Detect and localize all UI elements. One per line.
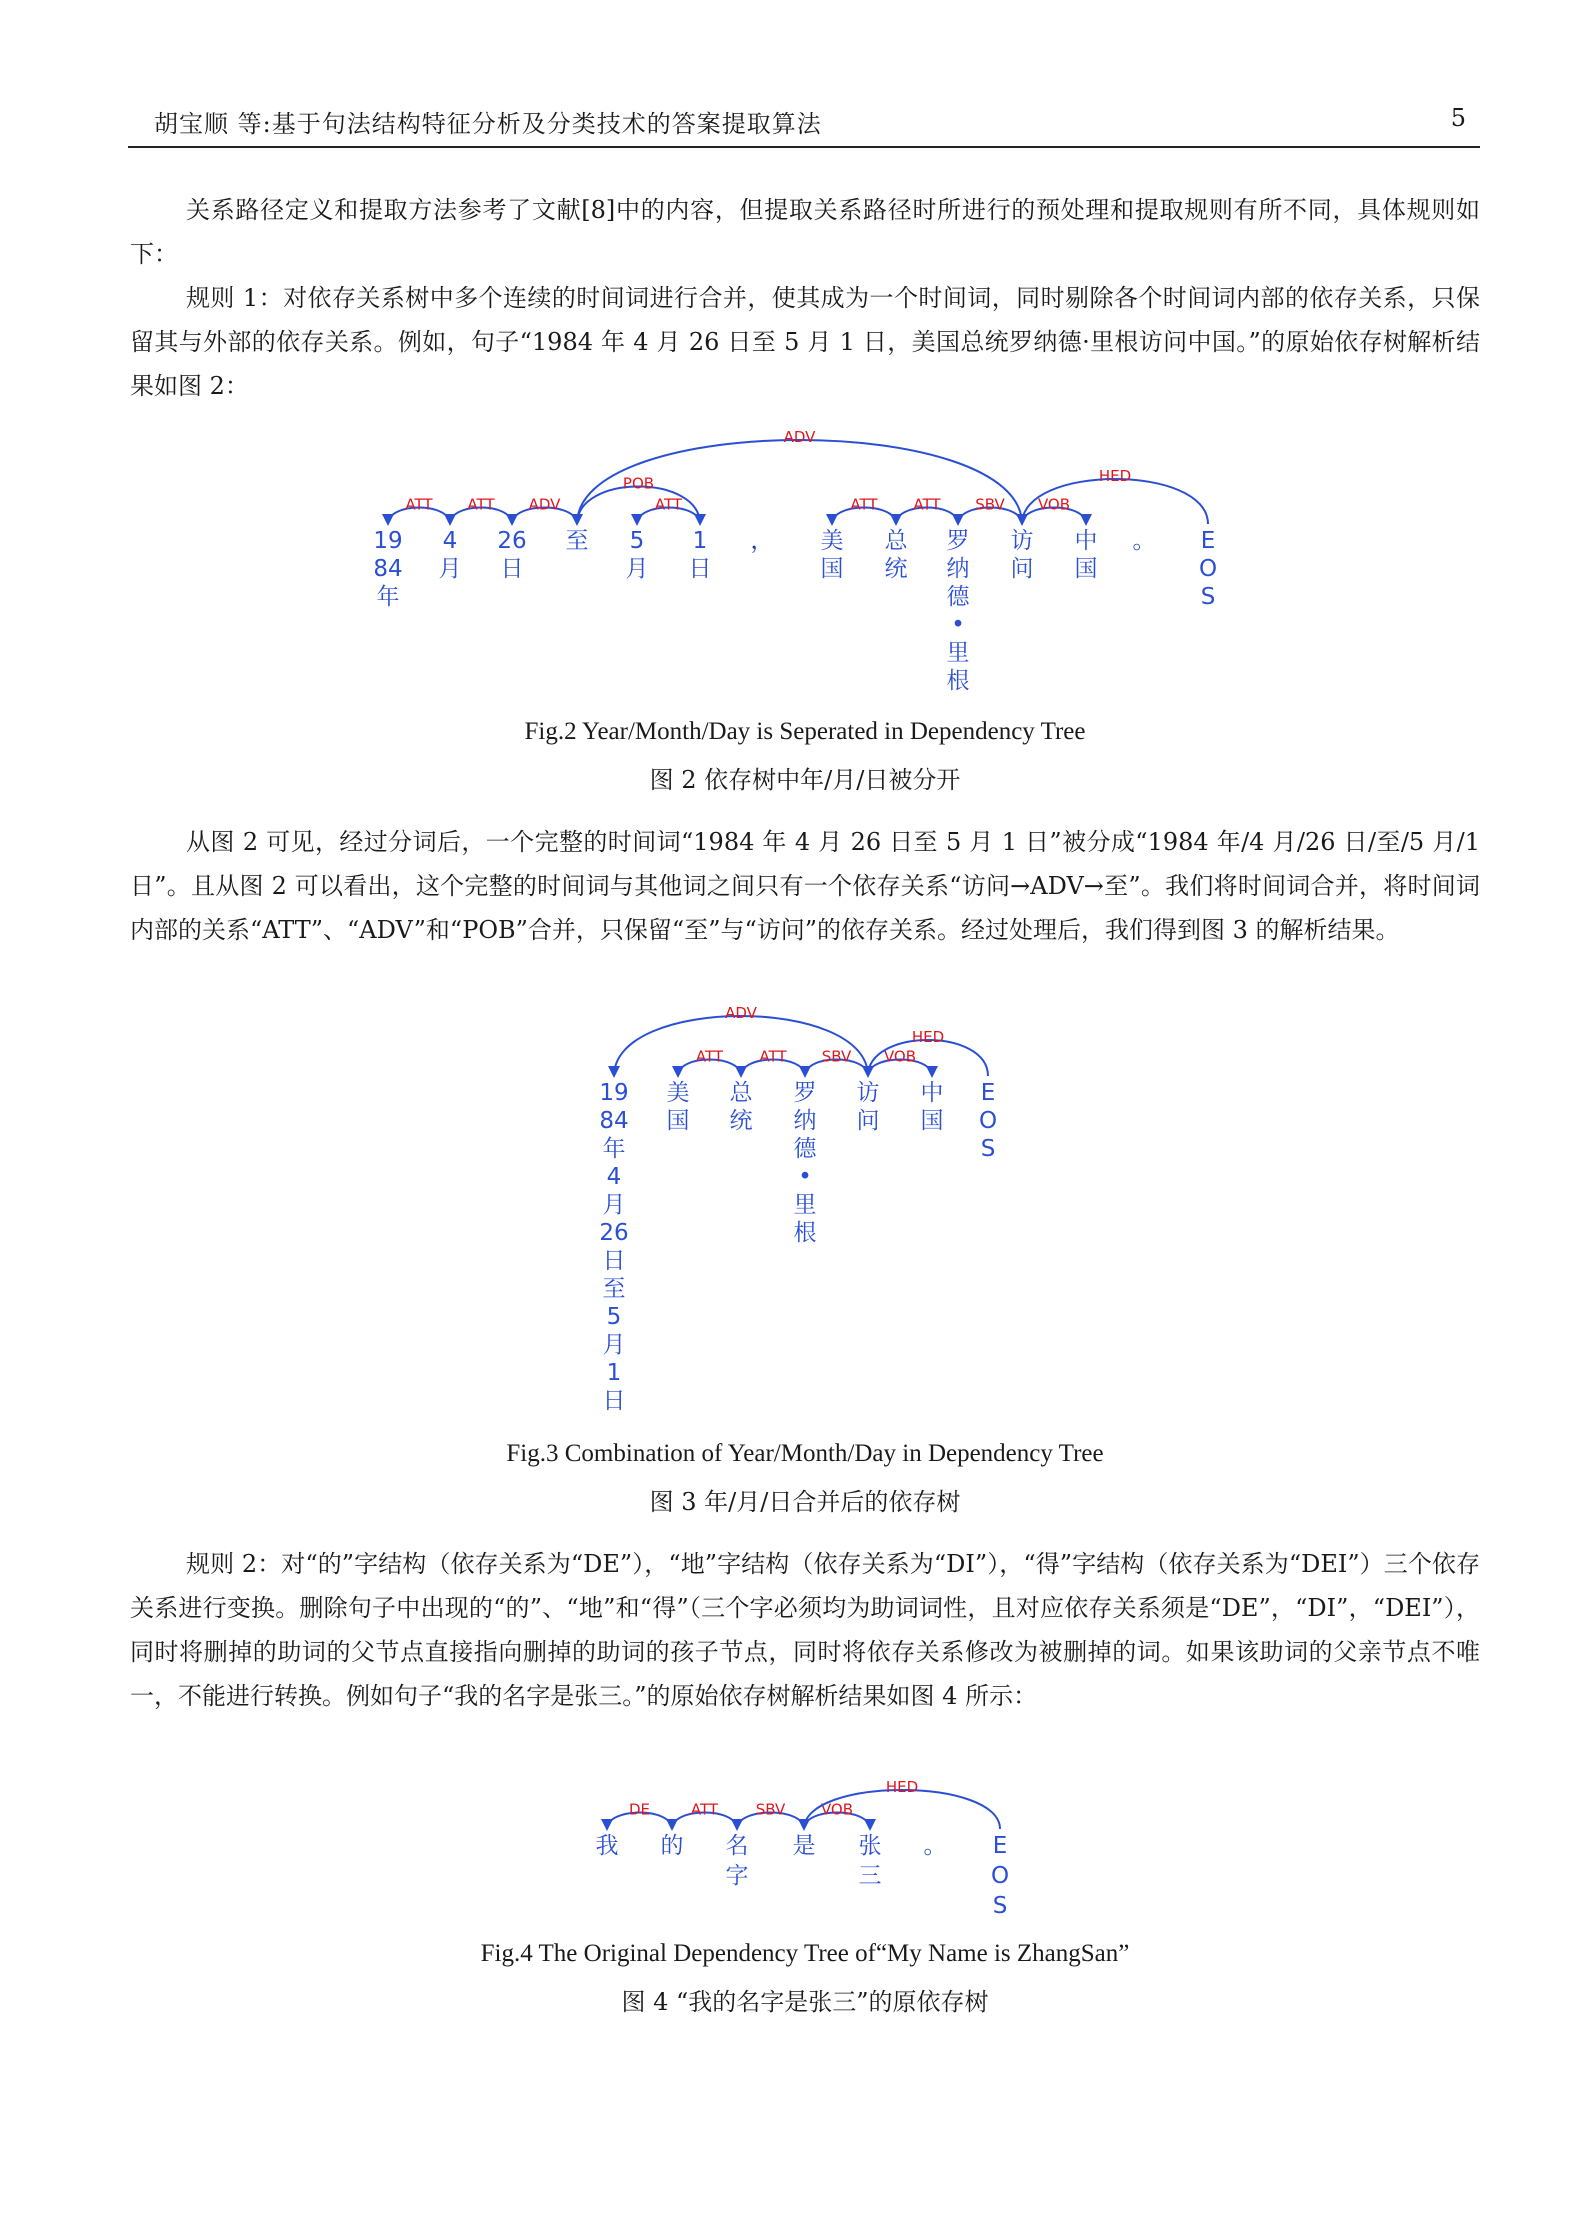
word-0-line-10: 1 (606, 1360, 622, 1386)
word-13-line-1: O (1198, 556, 1218, 582)
word-3-line-3: • (798, 1164, 812, 1190)
word-9-line-4: 里 (946, 640, 970, 666)
word-6-line-0: E (980, 1080, 996, 1106)
word-0-line-4: 月 (602, 1192, 626, 1218)
arrowhead-10 (1016, 514, 1028, 526)
word-2-line-0: 总 (729, 1080, 753, 1106)
word-0-line-7: 至 (602, 1276, 626, 1302)
word-1-line-1: 月 (438, 556, 462, 582)
word-4-line-0: 张 (858, 1833, 882, 1859)
word-2-line-1: 字 (725, 1863, 749, 1889)
word-3-line-0: 至 (565, 528, 589, 554)
arc-label-4: HED (885, 1778, 919, 1796)
word-1-line-0: 的 (660, 1833, 684, 1859)
arc-label-1: ATT (467, 495, 495, 514)
word-0-line-1: 84 (599, 1108, 629, 1134)
word-3-line-2: 德 (793, 1136, 817, 1162)
figure-3-caption-en: Fig.3 Combination of Year/Month/Day in Dependency Tree (506, 1440, 1104, 1467)
word-2-line-1: 日 (500, 556, 524, 582)
figure-2-caption-zh: 图 2 依存树中年/月/日被分开 (649, 766, 961, 794)
word-9-line-1: 纳 (946, 556, 970, 582)
word-12-line-0: 。 (1132, 528, 1156, 554)
figure-3-caption-zh: 图 3 年/月/日合并后的依存树 (649, 1488, 961, 1516)
arrowhead-0 (608, 1066, 620, 1078)
word-0-line-5: 26 (599, 1220, 629, 1246)
figure-4-caption-zh: 图 4 “我的名字是张三”的原依存树 (621, 1988, 989, 2016)
arc-label-0: ADV (725, 1004, 757, 1022)
arrowhead-1 (444, 514, 456, 526)
word-8-line-1: 统 (884, 556, 908, 582)
arrowhead-0 (382, 514, 394, 526)
word-0-line-8: 5 (606, 1304, 622, 1330)
arc-label-0: DE (628, 1800, 651, 1819)
arrowhead-4 (798, 1819, 810, 1831)
word-2-line-0: 26 (497, 528, 527, 554)
arc-label-10: HED (1098, 467, 1132, 485)
arrowhead-3 (799, 1066, 811, 1078)
word-5-line-1: 日 (688, 556, 712, 582)
word-11-line-1: 国 (1074, 556, 1098, 582)
arrowhead-1 (666, 1819, 678, 1831)
arrowhead-1 (672, 1066, 684, 1078)
word-6-line-0: ， (750, 528, 774, 554)
paragraph-rule-1: 规则 1：对依存关系树中多个连续的时间词进行合并，使其成为一个时间词，同时剔除各个时间词内部的依存关系，只保留其与外部的依存关系。例如，句子“1984 年 4 月 26 日至 5 月 1 日，美国总统罗纳德·里根访问中国。”的原始依存树解析结果如图 2： (130, 284, 1480, 400)
figure-3-dependency-tree (0, 990, 1584, 1430)
word-4-line-1: 月 (625, 556, 649, 582)
arrowhead-0 (601, 1819, 613, 1831)
word-7-line-0: 美 (820, 528, 844, 554)
paragraph-intro: 关系路径定义和提取方法参考了文献[8]中的内容，但提取关系路径时所进行的预处理和提取规则有所不同，具体规则如下： (130, 196, 1480, 268)
arrowhead-7 (890, 514, 902, 526)
word-0-line-6: 日 (602, 1248, 626, 1274)
word-0-line-0: 19 (599, 1080, 629, 1106)
word-7-line-1: 国 (820, 556, 844, 582)
word-6-line-1: O (990, 1863, 1010, 1889)
arc-label-3: VOB (820, 1800, 854, 1819)
word-4-line-1: 问 (856, 1108, 880, 1134)
word-9-line-3: • (951, 612, 965, 638)
figure-4-dependency-tree (0, 1745, 1584, 1925)
arc-label-4: ATT (654, 495, 683, 514)
word-2-line-1: 统 (729, 1108, 753, 1134)
word-5-line-1: 国 (920, 1108, 944, 1134)
word-3-line-0: 是 (792, 1833, 816, 1859)
word-5-line-0: 中 (920, 1080, 944, 1106)
arc-label-6: ATT (850, 495, 878, 514)
arrowhead-5 (571, 514, 583, 526)
running-title: 胡宝顺 等:基于句法结构特征分析及分类技术的答案提取算法 (154, 110, 822, 138)
word-1-line-1: 国 (666, 1108, 690, 1134)
word-4-line-0: 5 (629, 528, 645, 554)
word-2-line-0: 名 (725, 1833, 749, 1859)
arrowhead-3 (864, 1819, 876, 1831)
arc-label-0: ATT (405, 495, 433, 514)
word-6-line-1: O (978, 1108, 998, 1134)
word-4-line-0: 访 (856, 1080, 880, 1106)
arc-label-9: VOB (1037, 495, 1071, 514)
paragraph-fig2-analysis: 从图 2 可见，经过分词后，一个完整的时间词“1984 年 4 月 26 日至 5 月 1 日”被分成“1984 年/4 月/26 日/至/5 月/1 日”。且从图 2 可以看出，这个完整的时间词与其他词之间只有一个依存关系“访问→ADV→至”。我们将时间词合并，将时间词内部的关系“ATT”、“ADV”和“POB”合并，只保留“至”与“访问”的依存关系。经过处理后，我们得到图 3 的解析结果。 (130, 828, 1480, 944)
arrowhead-2 (731, 1819, 743, 1831)
figure-4-caption-en: Fig.4 The Original Dependency Tree of“My Name is ZhangSan” (480, 1940, 1130, 1967)
word-8-line-0: 总 (884, 528, 908, 554)
word-6-line-2: S (992, 1893, 1008, 1919)
arc-label-1: ATT (695, 1047, 724, 1066)
word-4-line-1: 三 (858, 1863, 882, 1889)
word-9-line-2: 德 (946, 584, 970, 610)
arrowhead-5 (862, 1066, 874, 1078)
word-1-line-0: 4 (442, 528, 458, 554)
word-0-line-2: 年 (376, 584, 400, 610)
arc-label-2: SBV (755, 1800, 786, 1819)
word-13-line-0: E (1200, 528, 1216, 554)
word-9-line-0: 罗 (946, 528, 970, 554)
page-number: 5 (1450, 104, 1466, 132)
arrowhead-4 (926, 1066, 938, 1078)
word-6-line-0: E (992, 1833, 1008, 1859)
word-10-line-0: 访 (1010, 528, 1034, 554)
arrowhead-6 (826, 514, 838, 526)
word-9-line-5: 根 (946, 668, 970, 694)
word-1-line-0: 美 (666, 1080, 690, 1106)
word-3-line-0: 罗 (793, 1080, 817, 1106)
arc-label-2: ATT (759, 1047, 787, 1066)
word-0-line-11: 日 (602, 1388, 626, 1414)
arc-label-8: SBV (975, 495, 1005, 514)
paragraph-rule-2: 规则 2：对“的”字结构（依存关系为“DE”），“地”字结构（依存关系为“DI”），“得”字结构（依存关系为“DEI”）三个依存关系进行变换。删除句子中出现的“的”、“地”和“得”（三个字必须均为助词词性，且对应依存关系须是“DE”，“DI”，“DEI”），同时将删掉的助词的父节点直接指向删掉的助词的孩子节点，同时将依存关系修改为被删掉的词。如果该助词的父亲节点不唯一，不能进行转换。例如句子“我的名字是张三。”的原始依存树解析结果如图 4 所示： (130, 1550, 1480, 1710)
arc-label-4: VOB (883, 1047, 917, 1066)
arrowhead-9 (1080, 514, 1092, 526)
word-13-line-2: S (1200, 584, 1216, 610)
word-6-line-2: S (980, 1136, 996, 1162)
arc-label-2: ADV (528, 495, 561, 514)
arrowhead-2 (506, 514, 518, 526)
word-0-line-1: 84 (373, 556, 403, 582)
figure-2-dependency-tree (0, 400, 1584, 700)
word-11-line-0: 中 (1074, 528, 1098, 554)
arrowhead-2 (735, 1066, 747, 1078)
word-5-line-0: 。 (923, 1833, 947, 1859)
arrowhead-4 (631, 514, 643, 526)
word-10-line-1: 问 (1010, 556, 1034, 582)
arrowhead-8 (952, 514, 964, 526)
word-0-line-3: 4 (606, 1164, 622, 1190)
arc-label-5: HED (911, 1028, 945, 1046)
word-0-line-2: 年 (602, 1136, 626, 1162)
figure-2-caption-en: Fig.2 Year/Month/Day is Seperated in Dependency Tree (524, 718, 1086, 745)
word-0-line-9: 月 (602, 1332, 626, 1358)
word-0-line-0: 我 (595, 1833, 619, 1859)
arc-label-3: SBV (821, 1047, 852, 1066)
word-0-line-0: 19 (373, 528, 403, 554)
arc-label-1: ATT (690, 1800, 719, 1819)
word-3-line-4: 里 (793, 1192, 817, 1218)
arc-label-5: ADV (783, 428, 816, 446)
word-3-line-1: 纳 (793, 1108, 817, 1134)
running-header (128, 98, 1480, 148)
arc-label-7: ATT (913, 495, 941, 514)
arc-label-3: POB (622, 474, 655, 493)
word-3-line-5: 根 (793, 1220, 817, 1246)
word-5-line-0: 1 (692, 528, 708, 554)
